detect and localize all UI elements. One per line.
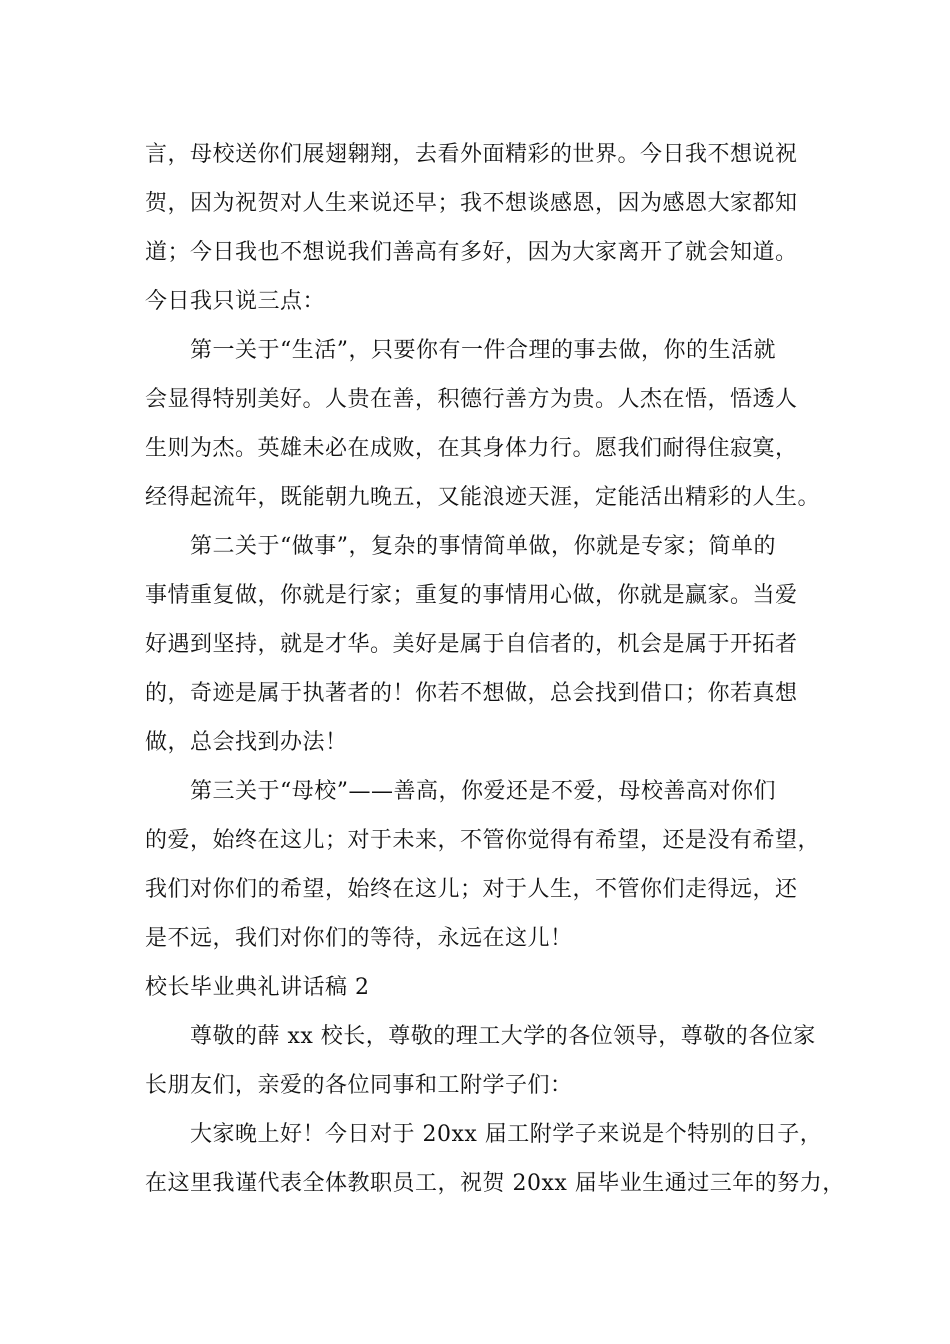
- text-line: 的爱，始终在这儿；对于未来，不管你觉得有希望，还是没有希望，: [145, 828, 821, 853]
- paragraph-first-line: 大家晚上好！今日对于 20xx 届工附学子来说是个特别的日子，: [190, 1122, 823, 1147]
- text-line: 事情重复做，你就是行家；重复的事情用心做，你就是赢家。当爱: [145, 583, 798, 608]
- text-line: 长朋友们，亲爱的各位同事和工附学子们：: [145, 1073, 573, 1098]
- text-line: 在这里我谨代表全体教职员工，祝贺 20xx 届毕业生通过三年的努力，: [145, 1171, 845, 1196]
- paragraph-first-line: 第一关于“生活”，只要你有一件合理的事去做，你的生活就: [190, 338, 776, 363]
- text-line: 会显得特别美好。人贵在善，积德行善方为贵。人杰在悟，悟透人: [145, 387, 798, 412]
- text-line: 做，总会找到办法！: [145, 730, 348, 755]
- text-line: 今日我只说三点：: [145, 289, 326, 314]
- document-body: [145, 130, 845, 1208]
- text-line: 我们对你们的希望，始终在这儿；对于人生，不管你们走得远，还: [145, 877, 798, 902]
- section-heading: 校长毕业典礼讲话稿 2: [145, 975, 370, 1000]
- text-line: 生则为杰。英雄未必在成败，在其身体力行。愿我们耐得住寂寞，: [145, 436, 798, 461]
- text-line: 好遇到坚持，就是才华。美好是属于自信者的，机会是属于开拓者: [145, 632, 798, 657]
- text-line: 是不远，我们对你们的等待，永远在这儿！: [145, 926, 573, 951]
- text-line: 贺，因为祝贺对人生来说还早；我不想谈感恩，因为感恩大家都知: [145, 191, 798, 216]
- text-line: 经得起流年，既能朝九晚五，又能浪迹天涯，定能活出精彩的人生。: [145, 485, 821, 510]
- text-line: 言，母校送你们展翅翱翔，去看外面精彩的世界。今日我不想说祝: [145, 142, 798, 167]
- paragraph-first-line: 第二关于“做事”，复杂的事情简单做，你就是专家；简单的: [190, 534, 776, 559]
- text-line: 道；今日我也不想说我们善高有多好，因为大家离开了就会知道。: [145, 240, 798, 265]
- paragraph-first-line: 尊敬的薛 xx 校长，尊敬的理工大学的各位领导，尊敬的各位家: [190, 1024, 816, 1049]
- paragraph-first-line: 第三关于“母校”——善高，你爱还是不爱，母校善高对你们: [190, 779, 776, 804]
- text-line: 的，奇迹是属于执著者的！你若不想做，总会找到借口；你若真想: [145, 681, 798, 706]
